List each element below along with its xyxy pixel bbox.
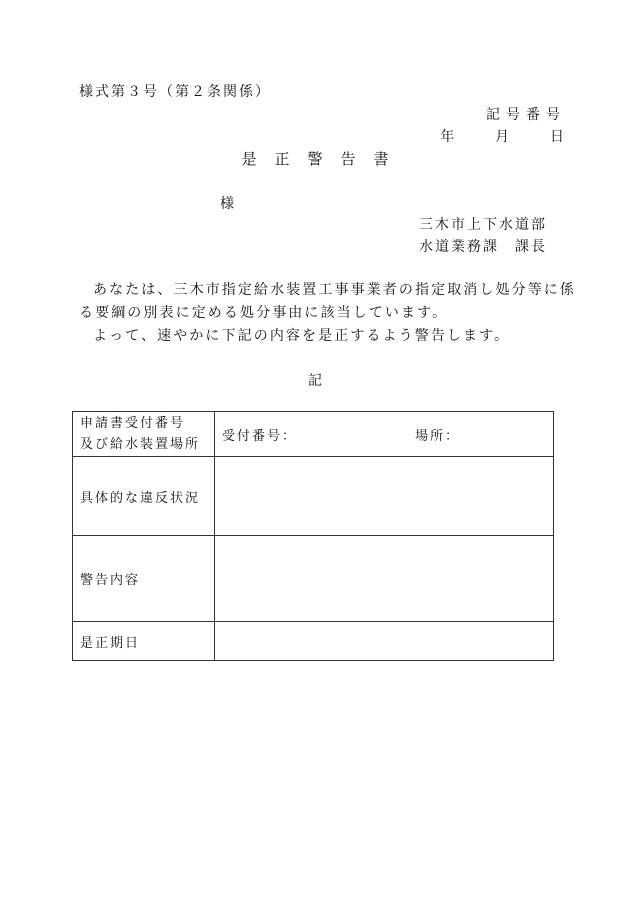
application-label-line2: 及び給水装置場所 (80, 437, 201, 452)
table-row-violation (73, 457, 554, 536)
sender-department: 水道業務課 課長 (419, 239, 547, 255)
body-paragraph-2: よって、速やかに下記の内容を是正するよう警告します。 (93, 328, 511, 344)
application-label-cell (73, 412, 215, 457)
application-label-line1: 申請書受付番号 (80, 416, 186, 431)
form-number-label: 様式第３号（第２条関係） (79, 84, 271, 100)
application-value-cell (215, 412, 554, 457)
deadline-label-cell: 是正期日 (73, 622, 215, 661)
violation-label-cell: 具体的な違反状況 (73, 457, 215, 536)
document-title: 是正警告書 (241, 150, 407, 168)
date-month-label: 月 (495, 129, 512, 145)
warning-value-cell (215, 536, 554, 622)
ki-heading: 記 (308, 373, 322, 389)
receipt-number-label: 受付番号： (222, 428, 298, 444)
body-text (79, 279, 579, 348)
body-paragraph-1: あなたは、三木市指定給水装置工事事業者の指定取消し処分等に係る要綱の別表に定める処分事由に該当しています。 (79, 282, 576, 321)
date-year-label: 年 (440, 129, 457, 145)
reference-number-label: 記号番号 (486, 107, 566, 123)
table-row-application (73, 412, 554, 457)
addressee-honorific: 様 (220, 196, 234, 212)
place-label: 場所： (415, 428, 461, 444)
date-day-label: 日 (550, 129, 566, 145)
date-line (440, 126, 566, 146)
table-row-warning (73, 536, 554, 622)
table-row-deadline (73, 622, 554, 661)
sender-organization: 三木市上下水道部 (419, 217, 547, 233)
violation-value-cell (215, 457, 554, 536)
deadline-value-cell (215, 622, 554, 661)
warning-details-table (72, 411, 554, 661)
warning-label-cell: 警告内容 (73, 536, 215, 622)
